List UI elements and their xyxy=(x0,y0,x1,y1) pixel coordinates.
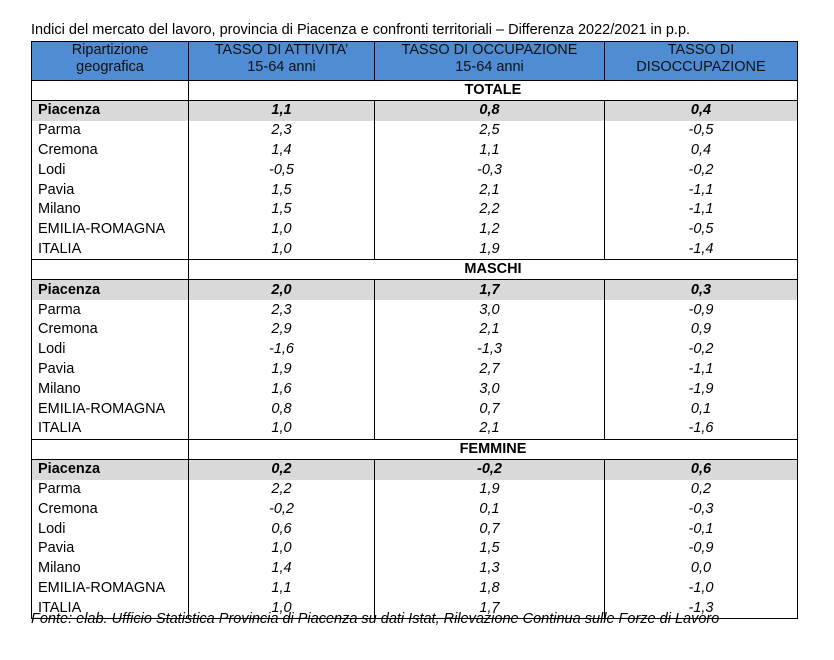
unemployment-rate-cell: 0,2 xyxy=(605,480,798,500)
section-blank-cell xyxy=(32,439,189,459)
unemployment-rate-cell: -0,5 xyxy=(605,121,798,141)
section-row-femmine xyxy=(32,439,798,459)
employment-rate-cell: 0,7 xyxy=(375,519,605,539)
activity-rate-cell: 1,1 xyxy=(189,579,375,599)
area-name-cell: Milano xyxy=(32,559,189,579)
unemployment-rate-cell: -1,1 xyxy=(605,180,798,200)
employment-rate-cell: 2,1 xyxy=(375,419,605,439)
employment-rate-cell: -0,2 xyxy=(375,459,605,479)
activity-rate-cell: 1,0 xyxy=(189,220,375,240)
area-name-cell: Lodi xyxy=(32,160,189,180)
table-row xyxy=(32,539,798,559)
employment-rate-cell: 0,1 xyxy=(375,499,605,519)
activity-rate-cell: 1,0 xyxy=(189,598,375,618)
table-row xyxy=(32,280,798,300)
unemployment-rate-cell: 0,4 xyxy=(605,101,798,121)
activity-rate-cell: 1,0 xyxy=(189,419,375,439)
table-row xyxy=(32,220,798,240)
area-name-cell: Pavia xyxy=(32,180,189,200)
unemployment-rate-cell: 0,9 xyxy=(605,320,798,340)
employment-rate-cell: 2,1 xyxy=(375,180,605,200)
employment-rate-cell: 1,9 xyxy=(375,480,605,500)
table-row xyxy=(32,180,798,200)
unemployment-rate-cell: -1,4 xyxy=(605,240,798,260)
employment-rate-cell: 1,8 xyxy=(375,579,605,599)
table-row xyxy=(32,519,798,539)
unemployment-rate-cell: -0,9 xyxy=(605,539,798,559)
employment-rate-cell: 1,3 xyxy=(375,559,605,579)
table-row xyxy=(32,121,798,141)
activity-rate-cell: 0,6 xyxy=(189,519,375,539)
table-header-row xyxy=(32,42,798,81)
table-row xyxy=(32,141,798,161)
employment-rate-cell: 1,2 xyxy=(375,220,605,240)
activity-rate-cell: 1,6 xyxy=(189,379,375,399)
activity-rate-cell: 2,3 xyxy=(189,300,375,320)
source-note: Fonte: elab. Ufficio Statistica Provincia di Piacenza su dati Istat, Rilevazione Continua sulle Forze di Lavoro xyxy=(31,611,720,627)
activity-rate-cell: 1,0 xyxy=(189,240,375,260)
activity-rate-cell: 1,4 xyxy=(189,559,375,579)
area-name-cell: Piacenza xyxy=(32,101,189,121)
unemployment-rate-cell: -1,1 xyxy=(605,200,798,220)
unemployment-rate-cell: -0,3 xyxy=(605,499,798,519)
table-title: Indici del mercato del lavoro, provincia di Piacenza e confronti territoriali – Differenza 2022/2021 in p.p. xyxy=(31,22,691,38)
unemployment-rate-cell: 0,6 xyxy=(605,459,798,479)
section-row-maschi xyxy=(32,260,798,280)
employment-rate-cell: -1,3 xyxy=(375,340,605,360)
employment-rate-cell: 1,7 xyxy=(375,598,605,618)
area-name-cell: Milano xyxy=(32,379,189,399)
table-row xyxy=(32,320,798,340)
activity-rate-cell: 1,9 xyxy=(189,360,375,380)
area-name-cell: Parma xyxy=(32,480,189,500)
header-tasso-disoccupazione: TASSO DI DISOCCUPAZIONE xyxy=(605,42,798,81)
activity-rate-cell: 1,5 xyxy=(189,200,375,220)
area-name-cell: Pavia xyxy=(32,539,189,559)
unemployment-rate-cell: -0,2 xyxy=(605,160,798,180)
employment-rate-cell: 1,1 xyxy=(375,141,605,161)
unemployment-rate-cell: -0,5 xyxy=(605,220,798,240)
table-row xyxy=(32,340,798,360)
activity-rate-cell: 1,5 xyxy=(189,180,375,200)
area-name-cell: Lodi xyxy=(32,340,189,360)
employment-rate-cell: 1,5 xyxy=(375,539,605,559)
employment-rate-cell: -0,3 xyxy=(375,160,605,180)
employment-rate-cell: 2,2 xyxy=(375,200,605,220)
table-row xyxy=(32,459,798,479)
table-row xyxy=(32,499,798,519)
table-row xyxy=(32,480,798,500)
section-label: TOTALE xyxy=(189,81,798,101)
area-name-cell: Parma xyxy=(32,300,189,320)
activity-rate-cell: 2,3 xyxy=(189,121,375,141)
activity-rate-cell: 1,4 xyxy=(189,141,375,161)
area-name-cell: ITALIA xyxy=(32,598,189,618)
table-row xyxy=(32,300,798,320)
table-row xyxy=(32,160,798,180)
area-name-cell: Cremona xyxy=(32,141,189,161)
activity-rate-cell: 2,9 xyxy=(189,320,375,340)
unemployment-rate-cell: -1,1 xyxy=(605,360,798,380)
section-blank-cell xyxy=(32,260,189,280)
unemployment-rate-cell: 0,1 xyxy=(605,399,798,419)
area-name-cell: Piacenza xyxy=(32,280,189,300)
unemployment-rate-cell: -1,3 xyxy=(605,598,798,618)
activity-rate-cell: -0,2 xyxy=(189,499,375,519)
table-row xyxy=(32,419,798,439)
employment-rate-cell: 2,1 xyxy=(375,320,605,340)
area-name-cell: Cremona xyxy=(32,499,189,519)
activity-rate-cell: 1,0 xyxy=(189,539,375,559)
header-tasso-occupazione: TASSO DI OCCUPAZIONE 15-64 anni xyxy=(375,42,605,81)
unemployment-rate-cell: 0,4 xyxy=(605,141,798,161)
area-name-cell: Cremona xyxy=(32,320,189,340)
unemployment-rate-cell: -1,6 xyxy=(605,419,798,439)
activity-rate-cell: 0,8 xyxy=(189,399,375,419)
employment-rate-cell: 1,7 xyxy=(375,280,605,300)
activity-rate-cell: -1,6 xyxy=(189,340,375,360)
employment-rate-cell: 3,0 xyxy=(375,379,605,399)
unemployment-rate-cell: 0,3 xyxy=(605,280,798,300)
area-name-cell: Parma xyxy=(32,121,189,141)
table-row xyxy=(32,559,798,579)
area-name-cell: Piacenza xyxy=(32,459,189,479)
unemployment-rate-cell: -1,0 xyxy=(605,579,798,599)
unemployment-rate-cell: -1,9 xyxy=(605,379,798,399)
employment-rate-cell: 2,5 xyxy=(375,121,605,141)
table-row xyxy=(32,379,798,399)
unemployment-rate-cell: 0,0 xyxy=(605,559,798,579)
table-row xyxy=(32,579,798,599)
area-name-cell: Pavia xyxy=(32,360,189,380)
section-row-totale xyxy=(32,81,798,101)
area-name-cell: Milano xyxy=(32,200,189,220)
section-blank-cell xyxy=(32,81,189,101)
area-name-cell: EMILIA-ROMAGNA xyxy=(32,579,189,599)
area-name-cell: Lodi xyxy=(32,519,189,539)
table-row xyxy=(32,200,798,220)
employment-rate-cell: 1,9 xyxy=(375,240,605,260)
table-row xyxy=(32,360,798,380)
area-name-cell: EMILIA-ROMAGNA xyxy=(32,220,189,240)
activity-rate-cell: -0,5 xyxy=(189,160,375,180)
table-row xyxy=(32,240,798,260)
table-body xyxy=(32,81,798,619)
labour-market-table xyxy=(31,41,798,619)
table-row xyxy=(32,399,798,419)
activity-rate-cell: 1,1 xyxy=(189,101,375,121)
unemployment-rate-cell: -0,1 xyxy=(605,519,798,539)
area-name-cell: ITALIA xyxy=(32,240,189,260)
area-name-cell: ITALIA xyxy=(32,419,189,439)
activity-rate-cell: 2,2 xyxy=(189,480,375,500)
activity-rate-cell: 2,0 xyxy=(189,280,375,300)
header-tasso-attivita: TASSO DI ATTIVITA’ 15-64 anni xyxy=(189,42,375,81)
table-row xyxy=(32,101,798,121)
employment-rate-cell: 0,7 xyxy=(375,399,605,419)
area-name-cell: EMILIA-ROMAGNA xyxy=(32,399,189,419)
employment-rate-cell: 0,8 xyxy=(375,101,605,121)
employment-rate-cell: 2,7 xyxy=(375,360,605,380)
employment-rate-cell: 3,0 xyxy=(375,300,605,320)
activity-rate-cell: 0,2 xyxy=(189,459,375,479)
section-label: MASCHI xyxy=(189,260,798,280)
header-ripartizione: Ripartizione geografica xyxy=(32,42,189,81)
unemployment-rate-cell: -0,9 xyxy=(605,300,798,320)
section-label: FEMMINE xyxy=(189,439,798,459)
unemployment-rate-cell: -0,2 xyxy=(605,340,798,360)
